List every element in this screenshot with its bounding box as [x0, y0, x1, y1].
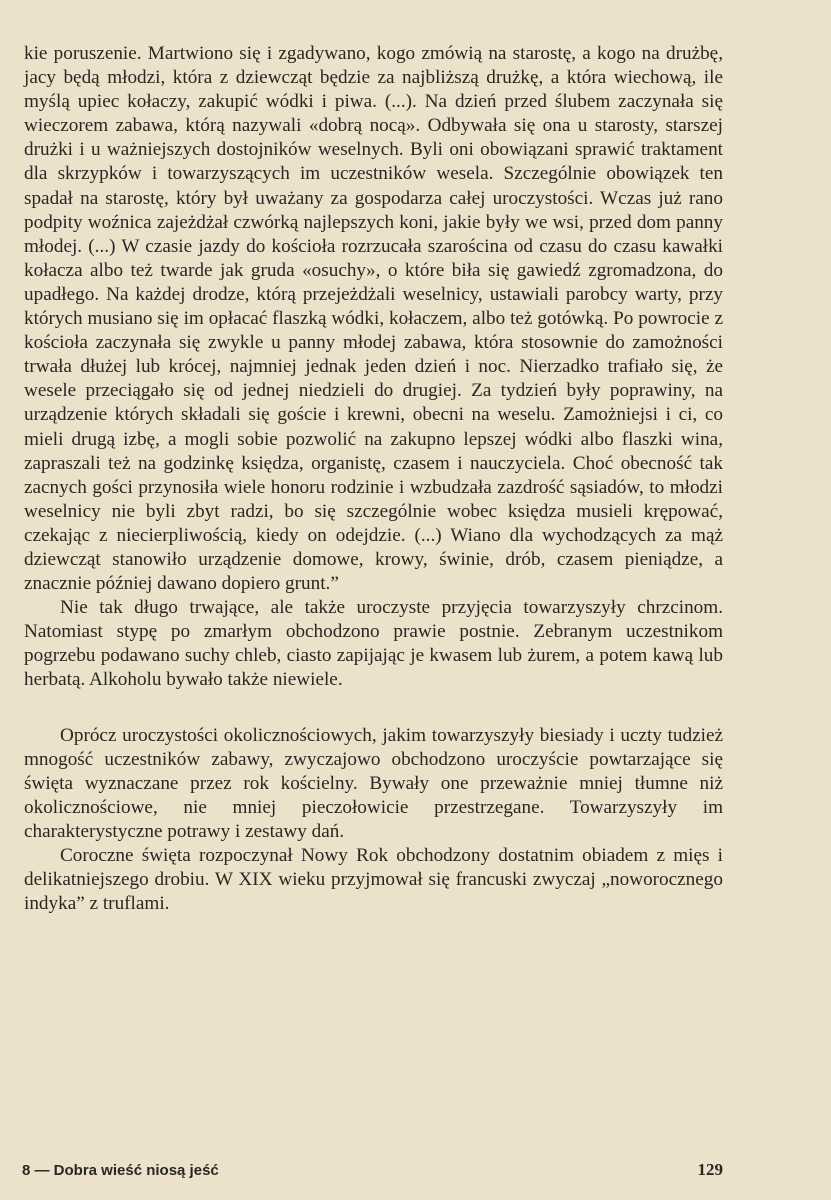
paragraph-holidays: Oprócz uroczystości okolicznościowych, jakim towarzyszyły biesiady i uczty tudzież mnogość uczestników zabawy, zwyczajowo obchodzono uroczyście powtarzające się święta wyznaczane przez rok kościelny. Bywały one przeważnie mniej tłumne niż okolicznościowe, nie mniej pieczołowicie przestrzegane. Towarzyszyły im charakterystyczne potrawy i zestawy dań. [24, 724, 723, 842]
section-gap [24, 693, 723, 724]
footer-signature: 8 — Dobra wieść niosą jeść [22, 1162, 219, 1179]
paragraph-new-year: Coroczne święta rozpoczynał Nowy Rok obchodzony dostatnim obiadem z mięs i delikatniejszego drobiu. W XIX wieku przyjmował się francuski zwyczaj „noworocznego indyka” z truflami. [24, 845, 723, 915]
paragraph-wedding-quote: kie poruszenie. Martwiono się i zgadywano, kogo zmówią na starostę, a kogo na drużbę, jacy będą młodzi, która z dziewcząt będzie za najbliższą drużkę, a która wiechową, ile myślą upiec kołaczy, zakupić wódki i piwa. (...). Na dzień przed ślubem zaczynała się wieczorem zabawa, którą nazywali «dobrą nocą». Odbywała się ona u starosty, starszej drużki i u ważniejszych dostojników weselnych. Byli oni obowiązani sprawić traktament dla skrzypków i towarzyszących im uczestników wesela. Szczególnie obowiązek ten spadał na starostę, który był uważany za gospodarza całej uroczystości. Wczas już rano podpity woźnica zajeżdżał czwórką najlepszych koni, jakie były we wsi, przed dom panny młodej. (...) W czasie jazdy do kościoła rozrzucała szarościna od czasu do czasu kawałki kołacza albo też twarde jak gruda «osuchy», o które biła się gawiedź zgromadzona, do upadłego. Na każdej drodze, którą przejeżdżali weselnicy, ustawiali parobcy warty, przy których musiano się im opłacać flaszką wódki, kołaczem, albo też gotówką. Po powrocie z kościoła zaczynała się zwykle u panny młodej zabawa, która stosownie do zamożności trwała dłużej lub krócej, najmniej jednak jeden dzień i noc. Nierzadko trafiało się, że wesele przeciągało się od jednej niedzieli do drugiej. Za tydzień były poprawiny, na urządzenie których składali się goście i krewni, obecni na weselu. Zamożniejsi i ci, co mieli drugą izbę, a mogli sobie pozwolić na zakupno lepszej wódki albo flaszki wina, zapraszali też na godzinkę księdza, organistę, czasem i nauczyciela. Choć obecność tak zacnych gości przynosiła wiele honoru rodzinie i wzbudzała zazdrość sąsiadów, to młodzi weselnicy nie byli zbyt radzi, bo się szczególnie wobec księdza musieli krępować, czekając z niecierpliwością, kiedy on odejdzie. (...) Wiano dla wychodzących za mąż dziewcząt stanowiło urządzenie domowe, krowy, świnie, drób, czasem pieniądze, a znacznie później dawano dopiero grunt.” [24, 43, 723, 595]
page-number: 129 [697, 1160, 723, 1179]
page-footer [22, 1160, 723, 1180]
paragraph-christening: Nie tak długo trwające, ale także uroczyste przyjęcia towarzyszyły chrzcinom. Natomiast stypę po zmarłym obchodzono prawie postnie. Zebranym uczestnikom pogrzebu podawano suchy chleb, ciasto zapijając je kwasem lub żurem, a potem kawą lub herbatą. Alkoholu bywało także niewiele. [24, 597, 723, 691]
